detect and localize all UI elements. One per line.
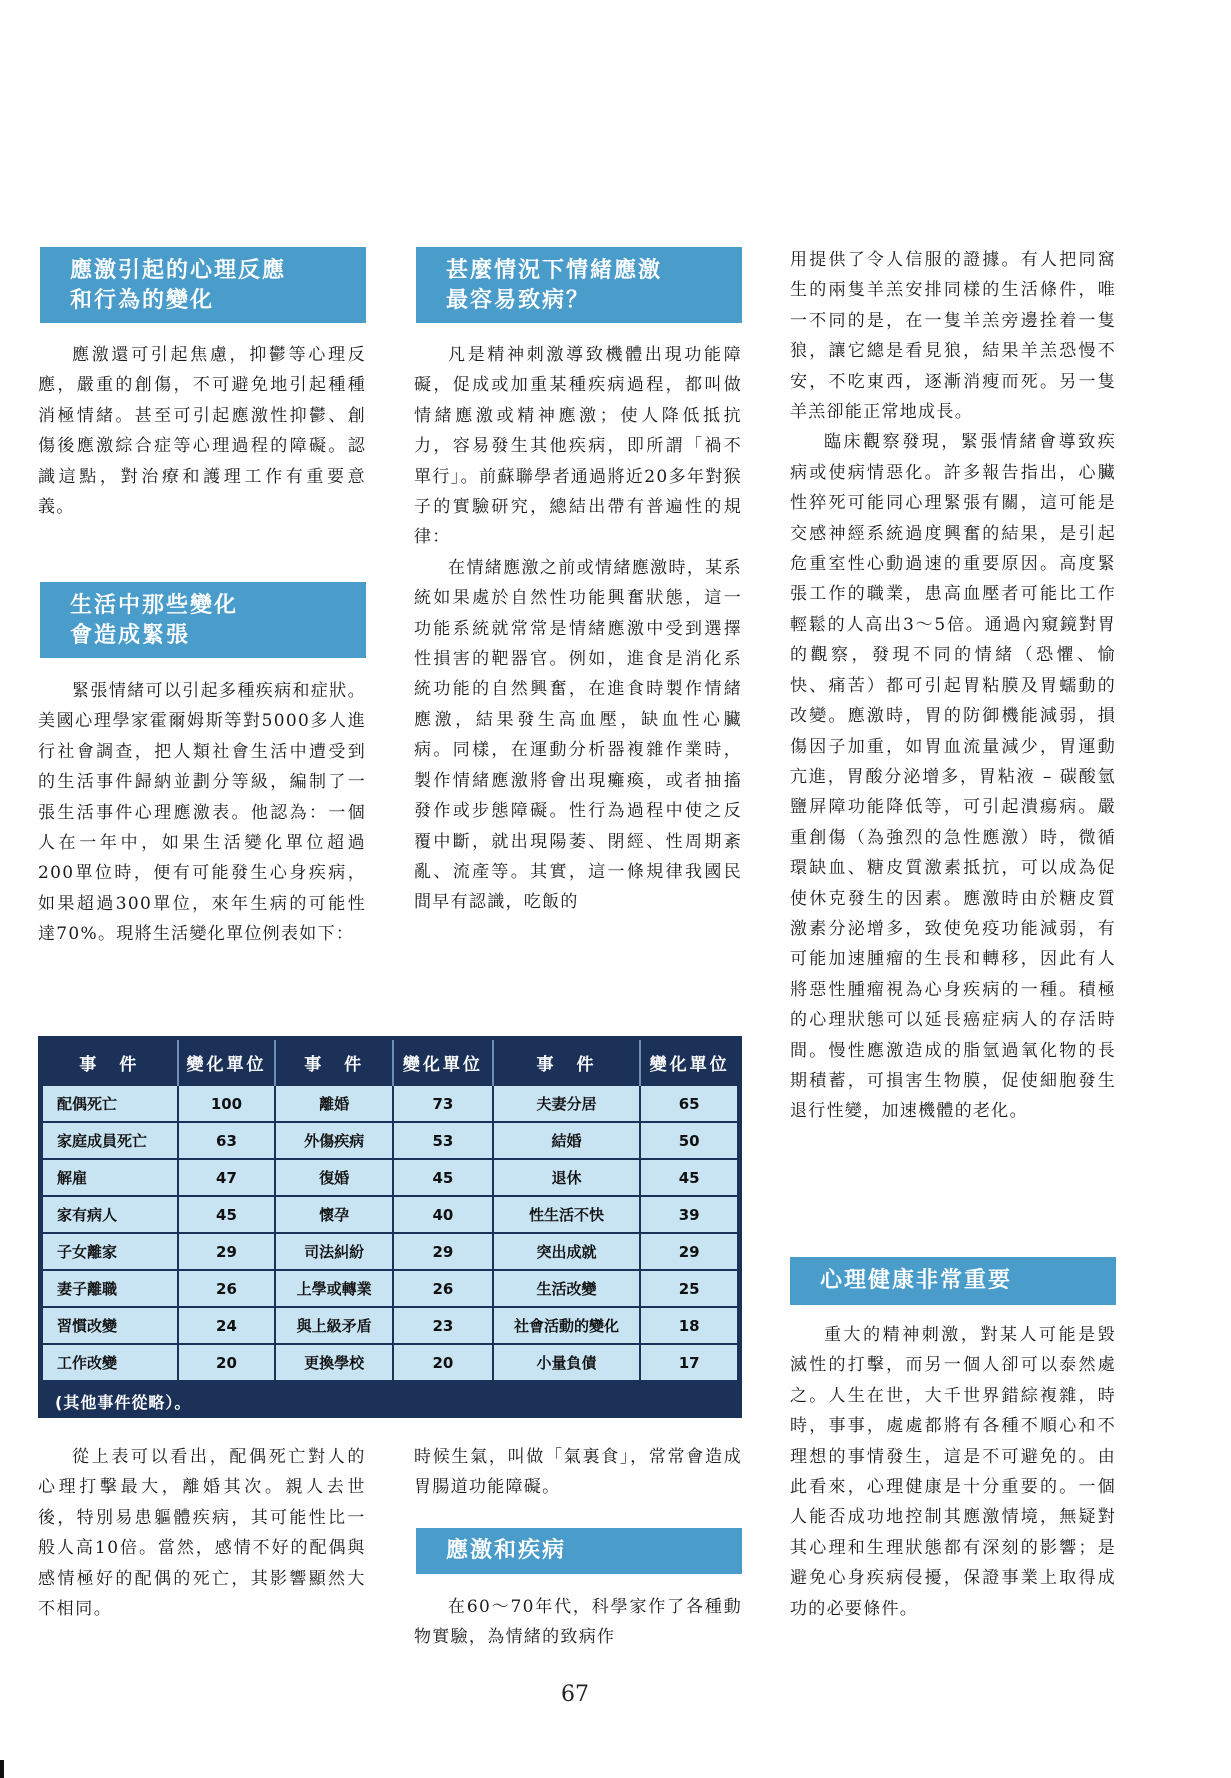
event-name-cell: 生活改變 [493, 1270, 641, 1307]
life-events-grid [41, 1040, 739, 1382]
event-name-cell: 性生活不快 [493, 1196, 641, 1233]
header-mental-health-important [790, 1257, 1116, 1305]
table-row [42, 1270, 738, 1307]
change-units-cell: 45 [640, 1159, 738, 1196]
change-units-cell: 29 [178, 1233, 276, 1270]
change-units-cell: 65 [640, 1085, 738, 1122]
header-line: 生活中那些變化 [70, 593, 239, 618]
col3-paragraph-2: 臨床觀察發現，緊張情緒會導致疾病或使病情惡化。許多報告指出，心臟性猝死可能同心理緊張有關，這可能是交感神經系統過度興奮的結果，是引起危重室性心動過速的重要原因。高度緊張工作的職業，患高血壓者可能比工作輕鬆的人高出3～5倍。通過內窺鏡對胃的觀察，發現不同的情緒（恐懼、愉快、痛苦）都可引起胃粘膜及胃蠕動的改變。應激時，胃的防御機能減弱，損傷因子加重，如胃血流量減少，胃運動亢進，胃酸分泌增多，胃粘液 – 碳酸氫鹽屏障功能降低等，可引起潰瘍病。嚴重創傷（為強烈的急性應激）時，微循環缺血、糖皮質激素抵抗，可以成為促使休克發生的因素。應激時由於糖皮質激素分泌增多，致使免疫功能減弱，有可能加速腫瘤的生長和轉移，因此有人將惡性腫瘤視為心身疾病的一種。積極的心理狀態可以延長癌症病人的存活時間。慢性應激造成的脂氫過氧化物的長期積蓄，可損害生物膜，促使細胞發生退行性變，加速機體的老化。 [790, 432, 1116, 1122]
col3-paragraph-3: 重大的精神刺激，對某人可能是毀滅性的打擊，而另一個人卻可以泰然處之。人生在世，大千世界錯綜複雜，時時，事事，處處都將有各種不順心和不理想的事情發生，這是不可避免的。由此看來，心理健康是十分重要的。一個人能否成功地控制其應激情境，無疑對其心理和生理狀態都有深刻的影響；是避免心身疾病侵擾，保證事業上取得成功的必要條件。 [790, 1325, 1116, 1619]
change-units-cell: 40 [393, 1196, 493, 1233]
bottom-left-paragraph: 從上表可以看出，配偶死亡對人的心理打擊最大，離婚其次。親人去世後，特別易患軀體疾病，其可能性比一般人高10倍。當然，感情不好的配偶與感情極好的配偶的死亡，其影響顯然大不相同。 [38, 1447, 366, 1620]
event-name-cell: 退休 [493, 1159, 641, 1196]
life-events-table [38, 1036, 742, 1418]
col1-paragraph-2: 緊張情緒可以引起多種疾病和症狀。美國心理學家霍爾姆斯等對5000多人進行社會調查，把人類社會生活中遭受到的生活事件歸納並劃分等級，編制了一張生活事件心理應激表。他認為：一個人在一年中，如果生活變化單位超過200單位時，便有可能發生心身疾病，如果超過300單位，來年生病的可能性達70%。現將生活變化單位例表如下： [38, 681, 366, 945]
page-number: 67 [561, 1682, 589, 1707]
event-name-cell: 家有病人 [42, 1196, 178, 1233]
header-stress-and-disease [416, 1528, 742, 1574]
header-line: 應激引起的心理反應 [70, 258, 287, 283]
change-units-cell: 63 [178, 1122, 276, 1159]
event-name-cell: 配偶死亡 [42, 1085, 178, 1122]
change-units-cell: 24 [178, 1307, 276, 1344]
table-row [42, 1085, 738, 1122]
event-name-cell: 突出成就 [493, 1233, 641, 1270]
event-name-cell: 外傷疾病 [275, 1122, 393, 1159]
column-header: 事 件 [42, 1040, 178, 1085]
event-name-cell: 與上級矛盾 [275, 1307, 393, 1344]
table-row [42, 1122, 738, 1159]
bottom-mid-paragraph-2: 在60～70年代，科學家作了各種動物實驗，為情緒的致病作 [414, 1597, 742, 1648]
header-line: 最容易致病？ [446, 288, 591, 313]
table-row [42, 1307, 738, 1344]
table-header-row [42, 1040, 738, 1085]
change-units-cell: 39 [640, 1196, 738, 1233]
change-units-cell: 29 [393, 1233, 493, 1270]
header-line: 和行為的變化 [70, 288, 215, 313]
change-units-cell: 18 [640, 1307, 738, 1344]
bottom-mid-paragraph: 時候生氣，叫做「氣裏食」，常常會造成胃腸道功能障礙。 [414, 1447, 742, 1498]
change-units-cell: 17 [640, 1344, 738, 1381]
table-row [42, 1196, 738, 1233]
column-header: 變化單位 [393, 1040, 493, 1085]
col2-paragraph-1: 凡是精神刺激導致機體出現功能障礙，促成或加重某種疾病過程，都叫做情緒應激或精神應激；使人降低抵抗力，容易發生其他疾病，即所謂「禍不單行」。前蘇聯學者通過將近20多年對猴子的實驗研究，總結出帶有普遍性的規律： [414, 345, 742, 548]
change-units-cell: 26 [178, 1270, 276, 1307]
event-name-cell: 更換學校 [275, 1344, 393, 1381]
change-units-cell: 50 [640, 1122, 738, 1159]
change-units-cell: 26 [393, 1270, 493, 1307]
change-units-cell: 45 [393, 1159, 493, 1196]
change-units-cell: 45 [178, 1196, 276, 1233]
event-name-cell: 家庭成員死亡 [42, 1122, 178, 1159]
change-units-cell: 20 [178, 1344, 276, 1381]
change-units-cell: 53 [393, 1122, 493, 1159]
event-name-cell: 復婚 [275, 1159, 393, 1196]
header-life-changes-tension [40, 582, 366, 658]
column-header: 事 件 [275, 1040, 393, 1085]
table-row [42, 1344, 738, 1381]
event-name-cell: 離婚 [275, 1085, 393, 1122]
change-units-cell: 47 [178, 1159, 276, 1196]
table-row [42, 1159, 738, 1196]
col2-paragraph-2: 在情緒應激之前或情緒應激時，某系統如果處於自然性功能興奮狀態，這一功能系統就常常是情緒應激中受到選擇性損害的靶器官。例如，進食是消化系統功能的自然興奮，在進食時製作情緒應激，結果發生高血壓，缺血性心臟病。同樣，在運動分析器複雜作業時，製作情緒應激將會出現癱瘓，或者抽搐發作或步態障礙。性行為過程中使之反覆中斷，就出現陽萎、閉經、性周期紊亂、流產等。其實，這一條規律我國民間早有認識，吃飯的 [414, 557, 742, 913]
table-note: (其他事件從略）。 [55, 1393, 192, 1412]
header-line: 會造成緊張 [70, 623, 191, 648]
change-units-cell: 25 [640, 1270, 738, 1307]
change-units-cell: 100 [178, 1085, 276, 1122]
col2-paragraphs [414, 340, 742, 918]
event-name-cell: 習慣改變 [42, 1307, 178, 1344]
column-header: 事 件 [493, 1040, 641, 1085]
event-name-cell: 結婚 [493, 1122, 641, 1159]
event-name-cell: 妻子離職 [42, 1270, 178, 1307]
col3-paragraphs [790, 245, 1116, 1127]
header-line: 心理健康非常重要 [820, 1268, 1013, 1293]
event-name-cell: 解雇 [42, 1159, 178, 1196]
event-name-cell: 工作改變 [42, 1344, 178, 1381]
col3-paragraph-1: 用提供了令人信服的證據。有人把同窩生的兩隻羊羔安排同樣的生活條件，唯一不同的是，在一隻羊羔旁邊拴着一隻狼，讓它總是看見狼，結果羊羔恐慢不安，不吃東西，逐漸消瘦而死。另一隻羊羔卻能正常地成長。 [790, 250, 1116, 423]
event-name-cell: 社會活動的變化 [493, 1307, 641, 1344]
event-name-cell: 懷孕 [275, 1196, 393, 1233]
event-name-cell: 上學或轉業 [275, 1270, 393, 1307]
change-units-cell: 29 [640, 1233, 738, 1270]
event-name-cell: 司法糾紛 [275, 1233, 393, 1270]
col1-paragraph-1: 應激還可引起焦慮，抑鬱等心理反應，嚴重的創傷，不可避免地引起種種消極情緒。甚至可引起應激性抑鬱、創傷後應激綜合症等心理過程的障礙。認識這點，對治療和護理工作有重要意義。 [38, 345, 366, 518]
column-header: 變化單位 [178, 1040, 276, 1085]
change-units-cell: 73 [393, 1085, 493, 1122]
column-header: 變化單位 [649, 1054, 730, 1075]
header-stress-psych-reaction [40, 247, 366, 323]
header-when-emotional-stress-causes-illness [416, 247, 742, 323]
change-units-cell: 20 [393, 1344, 493, 1381]
event-name-cell: 小量負債 [493, 1344, 641, 1381]
change-units-cell: 23 [393, 1307, 493, 1344]
header-line: 應激和疾病 [446, 1538, 567, 1563]
header-line: 甚麼情況下情緒應激 [446, 258, 663, 283]
event-name-cell: 子女離家 [42, 1233, 178, 1270]
table-row [42, 1233, 738, 1270]
event-name-cell: 夫妻分居 [493, 1085, 641, 1122]
corner-mark [0, 1760, 4, 1778]
